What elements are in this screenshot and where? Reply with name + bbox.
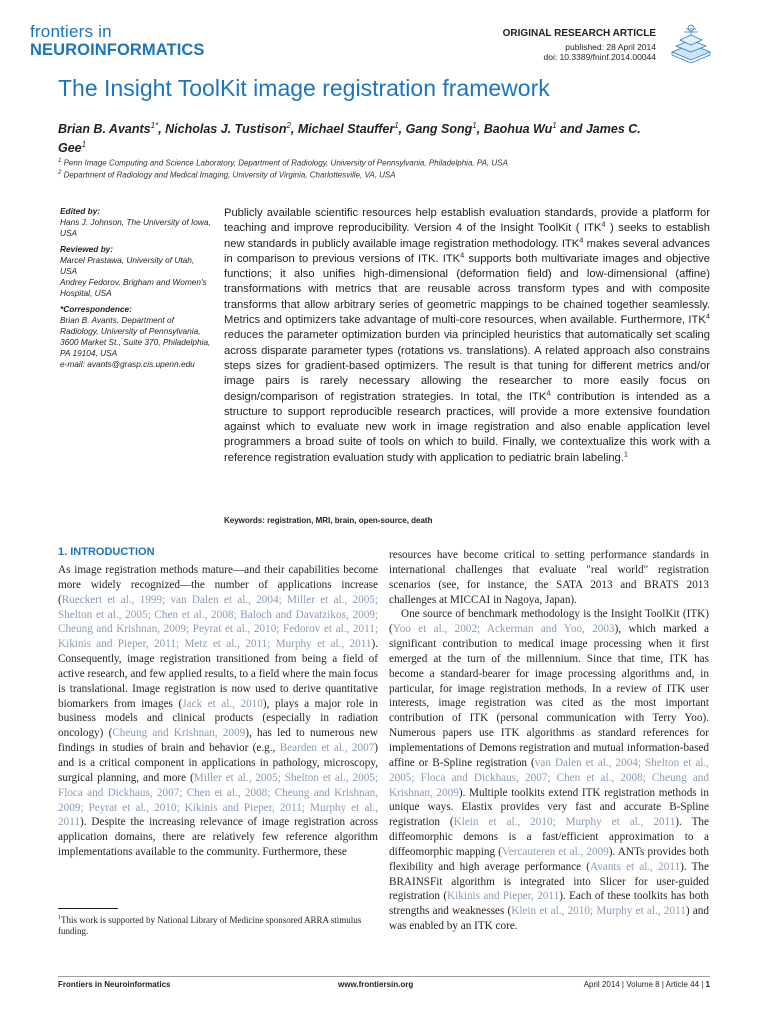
reviewed-by-label: Reviewed by: [60,244,114,254]
footnote-rule [58,908,118,909]
body-text: ). ANTs provides both flexibility and high average performance ( [389,845,710,873]
body-text: ) and is a critical component in applications in pathology, microscopy, surgical planning, and more ( [58,742,379,784]
author-affiliation-marker: 1 [552,121,557,130]
citation-link[interactable]: Kikinis and Pieper, 2011 [447,890,560,903]
body-text: resources have become critical to setting performance standards in international challenges that evaluate "real world" registration scenarios (see, for instance, the SATA 2013 and BRATS 2013 challenges at MICCAI in Nagoya, Japan). [389,549,709,606]
body-text: ). Consequently, image registration transitioned from being a field of active research, and few applied results, to a field where the main focus is translational. Image registration is now used to derive quantitative biomarkers from images ( [58,638,378,710]
citation-link[interactable]: Klein et al., 2010; Murphy et al., 2011 [511,905,686,918]
author-affiliation-marker: 1 [394,121,399,130]
citation-link[interactable]: Cheung and Krishnan, 2009 [112,727,246,740]
footer-rule [58,976,710,977]
author-name[interactable]: Baohua Wu [483,122,553,137]
journal-logo-top: frontiers in [30,22,112,41]
right-column [389,548,709,934]
author-separator: , [290,122,298,137]
page-number: 1 [705,980,710,989]
author-affiliation-marker: 1* [150,121,159,130]
footer-journal: Frontiers in Neuroinformatics [58,980,171,989]
correspondence-text: Brian B. Avants, Department of Radiology, University of Pennsylvania, 3600 Market St., Suite 370, Philadelphia, PA 19104, USA [60,315,211,358]
editorial-sidebar [60,206,212,370]
author-separator: , [398,122,406,137]
author-separator: , [158,122,166,137]
author-affiliation-marker: 1 [81,140,87,150]
correspondence-email[interactable]: e-mail: avants@grasp.cis.upenn.edu [60,359,195,369]
citation-link[interactable]: Avants et al., 2011 [590,860,681,873]
footer-url[interactable]: www.frontiersin.org [338,980,414,989]
body-text: ) and was enabled by an ITK core. [389,905,709,933]
footnote: $^1$This work is supported by National Library of Medicine sponsored ARRA stimulus funding. [58,915,362,936]
doi[interactable]: doi: 10.3389/fninf.2014.00044 [543,52,656,62]
abstract: Publicly available scientific resources help establish evaluation standards, provide a platform for teaching and improve reproducibility. Version 4 of the Insight ToolKit ( ITK$^4$ ) seeks to establish new standards in publicly available image registration methodology. ITK$^4$ makes several advances in comparison to previous versions of ITK. ITK$^4$ supports both multivariate images and objective functions; it also unifies high-dimensional (deformation field) and low-dimensional (affine) transformations with metrics that are reusable across transform types and with composite transforms that allow arbitrary series of geometric mappings to be chained together seamlessly. Metrics and optimizers take advantage of multi-core resources, when available. Furthermore, ITK$^4$ reduces the parameter optimization burden via principled heuristics that automatically set scaling across disparate parameter types (rotations vs. translations). A related approach also constrains steps sizes for gradient-based optimizers. The result is that tuning for different metrics and/or image pairs is rarely necessary allowing the researcher to more easily focus on design/comparison of registration strategies. In total, the ITK$^4$ contribution is intended as a structure to support reproducible research practices, will provide a more extensive foundation against which to evaluate new work in image registration and also enable application level programmers a broad suite of tools on which to build. Finally, we contextualize this work with a reference registration evaluation study with application to pediatric brain labeling.$^1$ [224,207,710,464]
body-text: One source of benchmark methodology is the Insight ToolKit (ITK) ( [389,608,709,636]
reviewer-2: Andrey Fedorov, Brigham and Women's Hospital, USA [60,277,207,298]
body-text: ), which marked a significant contribution to medical image processing when it first emerged at the turn of the millennium. Since that time, ITK has become a standard-bearer for image processing algorithms and, in particular, for image registration methods. In a review of ITK user interests, image registration was cited as the most important contribution of ITK (personal communication with Terry Yoo). Numerous papers use ITK algorithms as standard references for implementations of Demons registration and mutual information-based affine or B-Spline registration ( [389,623,709,769]
journal-logo-bottom: NEUROINFORMATICS [30,41,205,59]
affiliation-2: $^2$ Department of Radiology and Medical Imaging, University of Virginia, Charlottesville, VA, USA [58,170,396,180]
keywords: Keywords: registration, MRI, brain, open-source, death [224,516,433,525]
author-name[interactable]: James C. Gee [58,122,641,156]
citation-link[interactable]: Klein et al., 2010; Murphy et al., 2011 [453,816,676,829]
author-name[interactable]: Michael Stauffer [297,122,395,137]
affiliation-1: $^1$ Penn Image Computing and Science Laboratory, Department of Radiology, University of Pennsylvania, Philadelphia, PA, USA [58,158,508,168]
citation-link[interactable]: Yoo et al., 2002; Ackerman and Yoo, 2003 [392,623,615,636]
section-heading-introduction: 1. INTRODUCTION [58,546,155,558]
citation-link[interactable]: Rueckert et al., 1999; van Dalen et al., 2004; Miller et al., 2005; Shelton et al., 2005; Chen et al., 2008; Baloch and Davatzikos, 2009; Cheung and Krishnan, 2009; Peyrat et al., 2010; Fedorov et al., 2011; Kikinis and Pieper, 2011; Metz et al., 2011; Murphy et al., 2011 [58,593,378,651]
article-type: ORIGINAL RESEARCH ARTICLE [502,28,656,39]
author-name[interactable]: Gang Song [405,122,473,137]
left-column [58,563,378,860]
body-text: ). Each of these toolkits has both strengths and weaknesses ( [389,890,709,918]
author-affiliation-marker: 1 [472,121,477,130]
citation-link[interactable]: van Dalen et al., 2004; Shelton et al., 2005; Floca and Dickhaus, 2007; Chen et al., 2008; Cheung and Krishnan, 2009 [389,756,709,799]
footer-issue: April 2014 | Volume 8 | Article 44 | 1 [583,980,710,989]
body-text: ). The BRAINSFit algorithm is integrated into Slicer for user-guided registration ( [389,860,709,903]
body-text: ). The diffeomorphic demons is a fast/efficient approximation to a diffeomorphic mapping ( [389,816,709,858]
citation-link[interactable]: Jack et al., 2010 [182,697,263,710]
author-name[interactable]: Nicholas J. Tustison [165,122,287,137]
correspondence-label: *Correspondence: [60,304,132,314]
author-separator: , [476,122,484,137]
author-affiliation-marker: 2 [286,121,291,130]
published-date: published: 28 April 2014 [565,42,656,52]
body-text: ). Multiple toolkits extend ITK registration methods in unique ways. Elastix provides very fast and accurate B-Spline registration ( [389,786,710,829]
authors [58,118,658,156]
edited-by-text: Hans J. Johnson, The University of Iowa, USA [60,217,211,238]
article-title: The Insight ToolKit image registration framework [58,75,550,101]
citation-link[interactable]: Vercauteren et al., 2009 [501,845,609,858]
reviewer-1: Marcel Prastawa, University of Utah, USA [60,255,195,276]
citation-link[interactable]: Bearden et al., 2007 [279,742,375,755]
citation-link[interactable]: Miller et al., 2005; Shelton et al., 2005; Floca and Dickhaus, 2007; Chen et al., 2008; Cheung and Krishnan, 2009; Peyrat et al., 2010; Kikinis and Pieper, 2011; Murphy et al., 2011 [58,771,378,829]
journal-stack-icon [668,22,714,66]
body-text: ), plays a major role in business models and clinical products (especially in radiation oncology) ( [58,697,378,740]
author-separator: and [556,122,586,137]
body-text: As image registration methods mature—and their capabilities become more widely recognized—the number of applications increase ( [58,564,378,606]
author-name[interactable]: Brian B. Avants [58,122,151,137]
body-text: ), has led to numerous new findings in studies of brain and behavior (e.g., [58,727,378,755]
edited-by-label: Edited by: [60,206,101,216]
body-text: ). Despite the increasing relevance of image registration across application domains, there are relatively few reference algorithm implementations available to the community. Furthermore, these [58,816,378,859]
